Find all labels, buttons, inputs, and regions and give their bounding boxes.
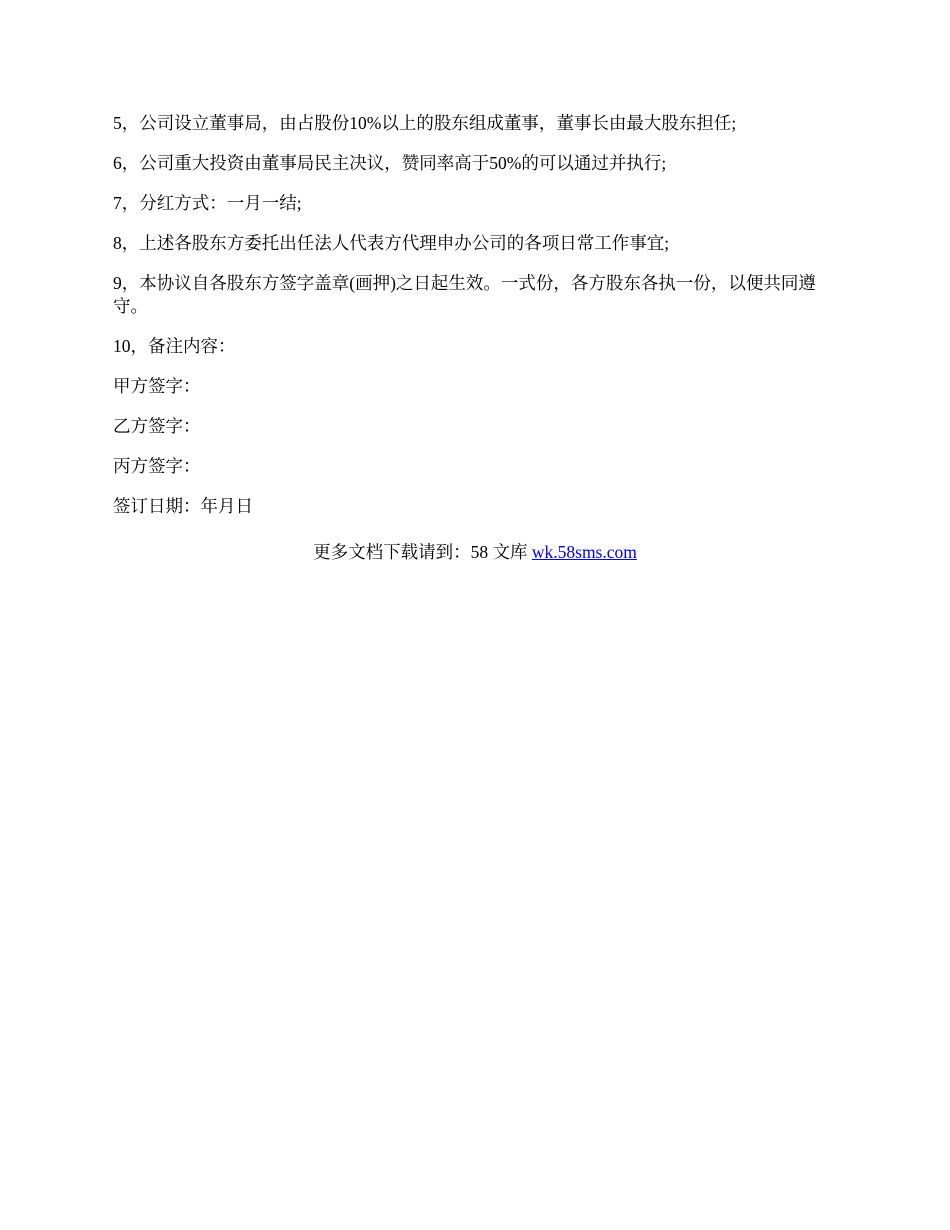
clause-7: 7，分红方式：一月一结; [113, 193, 302, 213]
clause-6: 6，公司重大投资由董事局民主决议，赞同率高于50%的可以通过并执行; [113, 153, 667, 173]
party-b-signature: 乙方签字： [113, 416, 201, 436]
signing-date: 签订日期：年月日 [113, 496, 253, 516]
footer-link[interactable]: wk.58sms.com [531, 542, 637, 562]
document-body [113, 112, 837, 535]
clause-9: 9，本协议自各股东方签字盖章(画押)之日起生效。一式份，各方股东各执一份，以便共同遵守。 [113, 273, 816, 316]
party-a-signature: 甲方签字： [113, 376, 201, 396]
party-c-signature: 丙方签字： [113, 456, 201, 476]
clause-10-notes: 10，备注内容： [113, 336, 236, 356]
download-footer [0, 541, 950, 564]
clause-5: 5，公司设立董事局，由占股份10%以上的股东组成董事，董事长由最大股东担任; [113, 113, 737, 133]
footer-text: 更多文档下载请到：58 文库 [313, 542, 532, 562]
clause-8: 8，上述各股东方委托出任法人代表方代理申办公司的各项日常工作事宜; [113, 233, 670, 253]
